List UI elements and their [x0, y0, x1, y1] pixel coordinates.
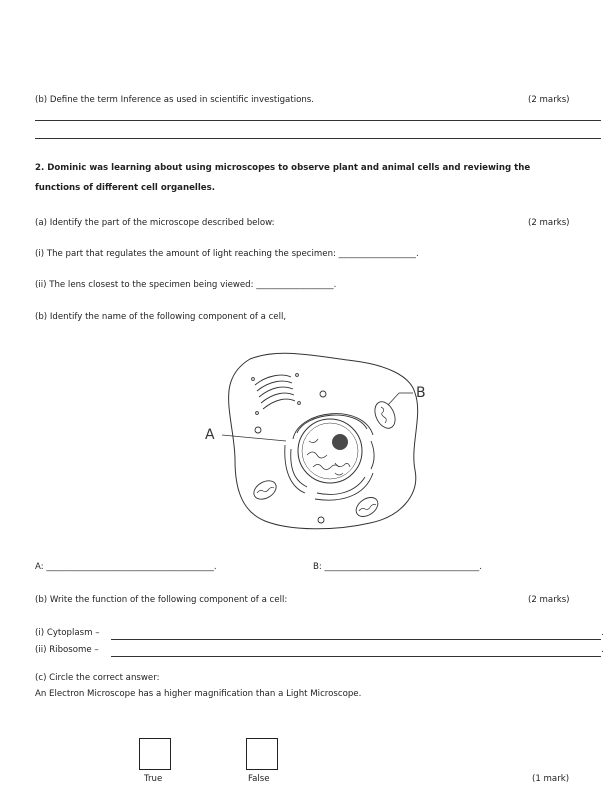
- q2-stem-line1: 2. Dominic was learning about using microscopes to observe plant and animal cells and reviewing the: [35, 163, 531, 173]
- vesicle: [318, 517, 324, 523]
- answer-line-cytoplasm[interactable]: [111, 639, 601, 640]
- q1b-marks: (2 marks): [528, 95, 570, 105]
- answer-line[interactable]: [35, 120, 601, 121]
- q2a-ii: (ii) The lens closest to the specimen being viewed: __________________.: [35, 280, 337, 290]
- q2a-text: (a) Identify the part of the microscope described below:: [35, 218, 275, 228]
- q2c-text: (c) Circle the correct answer:: [35, 673, 160, 683]
- vesicle: [320, 391, 326, 397]
- q2b2-ii-label: (ii) Ribosome –: [35, 645, 99, 655]
- q2b2-text: (b) Write the function of the following component of a cell:: [35, 595, 288, 605]
- answer-line-ribosome[interactable]: [111, 656, 601, 657]
- q2b-text: (b) Identify the name of the following component of a cell,: [35, 312, 287, 322]
- q2c-statement: An Electron Microscope has a higher magnification than a Light Microscope.: [35, 689, 362, 699]
- q2b-answer-a[interactable]: A: _______________________________________.: [35, 562, 217, 572]
- q2b2-marks: (2 marks): [528, 595, 570, 605]
- false-checkbox[interactable]: [246, 738, 278, 770]
- false-label: False: [248, 774, 270, 784]
- q2b2-i-label: (i) Cytoplasm –: [35, 628, 100, 638]
- vesicle: [255, 427, 261, 433]
- q2a-marks: (2 marks): [528, 218, 570, 228]
- q2c-marks: (1 mark): [532, 774, 570, 784]
- animal-cell-diagram: [195, 345, 435, 535]
- true-checkbox[interactable]: [139, 738, 171, 770]
- nucleolus: [332, 434, 348, 450]
- label-a: A: [205, 427, 215, 443]
- q2a-i: (i) The part that regulates the amount of light reaching the specimen: __________________.: [35, 249, 419, 259]
- q2-stem-line2: functions of different cell organelles.: [35, 183, 216, 193]
- q2b-answer-b[interactable]: B: ____________________________________.: [313, 562, 482, 572]
- true-label: True: [144, 774, 163, 784]
- answer-line[interactable]: [35, 138, 601, 139]
- nucleus: [298, 419, 362, 483]
- label-b: B: [416, 385, 426, 401]
- q1b-text: (b) Define the term Inference as used in scientific investigations.: [35, 95, 314, 105]
